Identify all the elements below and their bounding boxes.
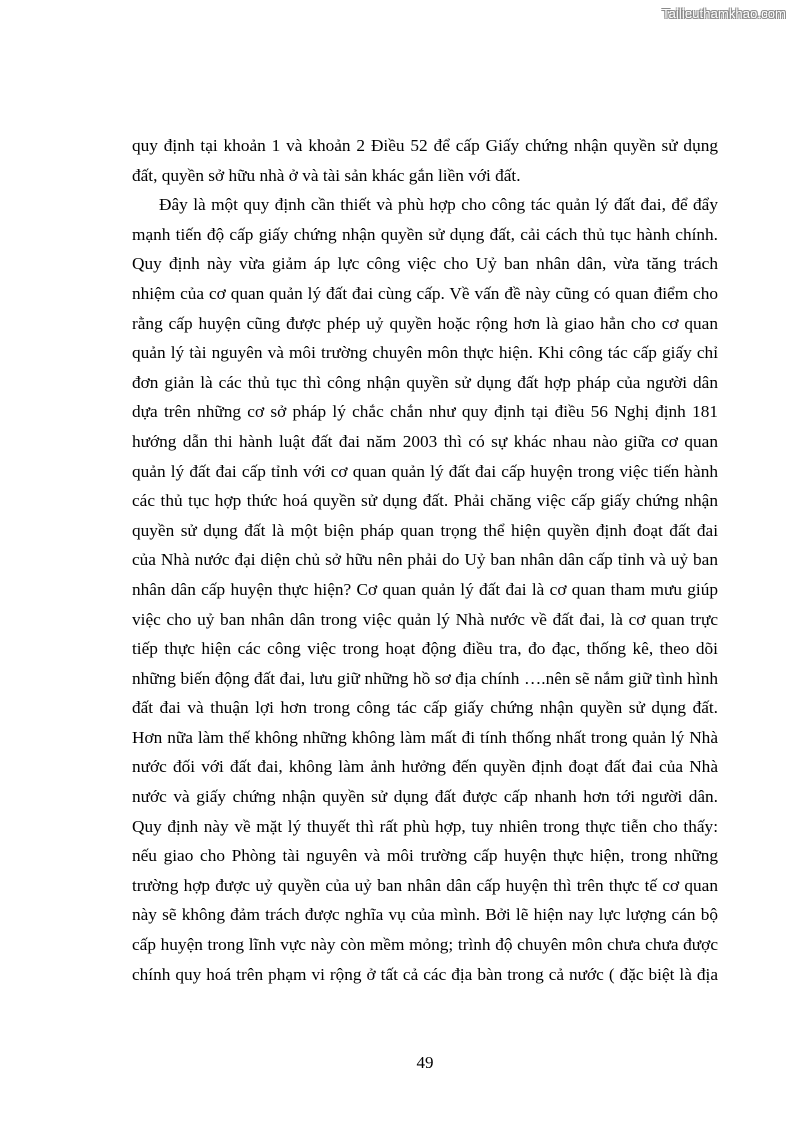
body-line: đất, quyền sở hữu nhà ở và tài sản khác gắn liền với đất. bbox=[132, 165, 521, 185]
body-line: đơn giản là các thủ tục thì công nhận quyền sử dụng đất hợp pháp của người dân bbox=[132, 372, 718, 392]
page-body bbox=[132, 131, 718, 989]
body-line: nhân dân cấp huyện thực hiện? Cơ quan quản lý đất đai là cơ quan tham mưu giúp bbox=[132, 579, 718, 599]
body-line: trường hợp được uỷ quyền của uỷ ban nhân dân cấp huyện thì trên thực tế cơ quan bbox=[132, 875, 718, 895]
body-line: nước đối với đất đai, không làm ảnh hưởng đến quyền định đoạt đất đai của Nhà bbox=[132, 757, 718, 777]
body-line: chính quy hoá trên phạm vi rộng ở tất cả các địa bàn trong cả nước ( đặc biệt là địa bbox=[132, 964, 718, 984]
body-line: Quy định này về mặt lý thuyết thì rất phù hợp, tuy nhiên trong thực tiễn cho thấy: bbox=[132, 816, 718, 836]
body-line: quản lý đất đai cấp tỉnh với cơ quan quản lý đất đai cấp huyện trong việc tiến hành bbox=[132, 461, 718, 481]
body-line: của Nhà nước đại diện chủ sở hữu nên phải do Uỷ ban nhân dân cấp tỉnh và uỷ ban bbox=[132, 550, 718, 570]
body-line: tiếp thực hiện các công việc trong hoạt động điều tra, đo đạc, thống kê, theo dõi bbox=[132, 639, 718, 659]
body-line: này sẽ không đảm trách được nghĩa vụ của mình. Bởi lẽ hiện nay lực lượng cán bộ bbox=[132, 905, 718, 925]
body-line: Hơn nữa làm thế không những không làm mất đi tính thống nhất trong quản lý Nhà bbox=[132, 727, 718, 747]
body-line: mạnh tiến độ cấp giấy chứng nhận quyền sử dụng đất, cải cách thủ tục hành chính. bbox=[132, 224, 718, 244]
body-line: dựa trên những cơ sở pháp lý chắc chắn như quy định tại điều 56 Nghị định 181 bbox=[132, 402, 718, 422]
body-line: Đây là một quy định cần thiết và phù hợp cho công tác quản lý đất đai, để đẩy bbox=[159, 195, 718, 215]
body-line: những biến động đất đai, lưu giữ những hồ sơ địa chính ….nên sẽ nắm giữ tình hình bbox=[132, 668, 718, 688]
body-line: đất đai và thuận lợi hơn trong công tác cấp giấy chứng nhận quyền sử dụng đất. bbox=[132, 698, 718, 718]
watermark-text: Tailieuthamkhao.com bbox=[661, 6, 786, 21]
body-line: cấp huyện trong lĩnh vực này còn mềm mỏng; trình độ chuyên môn chưa chưa được bbox=[132, 935, 718, 955]
body-line: hướng dẫn thi hành luật đất đai năm 2003 thì có sự khác nhau nào giữa cơ quan bbox=[132, 431, 718, 451]
page-number: 49 bbox=[416, 1053, 434, 1072]
body-line: quyền sử dụng đất là một biện pháp quan trọng thể hiện quyền định đoạt đất đai bbox=[132, 520, 718, 540]
body-line: Quy định này vừa giảm áp lực công việc cho Uỷ ban nhân dân, vừa tăng trách bbox=[132, 254, 718, 274]
body-line: nếu giao cho Phòng tài nguyên và môi trường cấp huyện thực hiện, trong những bbox=[132, 846, 718, 866]
body-line: nhiệm của cơ quan quản lý đất đai cùng cấp. Về vấn đề này cũng có quan điểm cho bbox=[132, 283, 718, 303]
body-line: quản lý tài nguyên và môi trường chuyên môn thực hiện. Khi công tác cấp giấy chỉ bbox=[132, 343, 718, 363]
body-line: các thủ tục hợp thức hoá quyền sử dụng đất. Phải chăng việc cấp giấy chứng nhận bbox=[132, 491, 718, 511]
body-line: nước và giấy chứng nhận quyền sử dụng đất được cấp nhanh hơn tới người dân. bbox=[132, 787, 718, 807]
body-line: việc cho uỷ ban nhân dân trong việc quản lý Nhà nước về đất đai, là cơ quan trực bbox=[132, 609, 718, 629]
body-line: quy định tại khoản 1 và khoản 2 Điều 52 để cấp Giấy chứng nhận quyền sử dụng bbox=[132, 136, 718, 155]
body-line: rằng cấp huyện cũng được phép uỷ quyền hoặc rộng hơn là giao hẳn cho cơ quan bbox=[132, 313, 718, 333]
